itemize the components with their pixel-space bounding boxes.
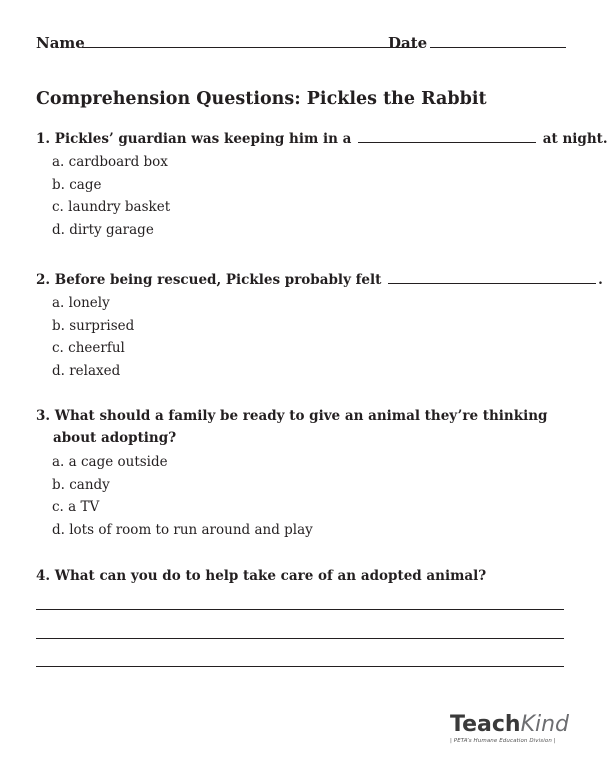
date-blank-line[interactable] bbox=[430, 47, 566, 48]
question-1-blank[interactable] bbox=[358, 142, 536, 143]
logo-kind-text: Kind bbox=[520, 712, 570, 737]
option-item: d. relaxed bbox=[52, 362, 121, 379]
question-3-line-2: about adopting? bbox=[53, 430, 177, 446]
question-3-line-1: 3. What should a family be ready to give an animal they’re thinking bbox=[36, 408, 548, 424]
answer-line[interactable] bbox=[36, 666, 564, 667]
question-2 bbox=[36, 272, 603, 288]
question-2-suffix: . bbox=[598, 272, 603, 288]
name-label: Name bbox=[36, 34, 85, 52]
option-item: b. cage bbox=[52, 176, 102, 193]
option-item: d. dirty garage bbox=[52, 221, 154, 238]
question-3-options bbox=[52, 451, 313, 541]
name-date-header bbox=[36, 34, 566, 54]
teachkind-logo bbox=[450, 713, 568, 749]
answer-line[interactable] bbox=[36, 609, 564, 610]
date-label: Date bbox=[388, 34, 428, 52]
question-2-prefix: 2. Before being rescued, Pickles probably felt bbox=[36, 272, 382, 288]
question-1-prefix: 1. Pickles’ guardian was keeping him in a bbox=[36, 131, 352, 147]
option-item: d. lots of room to run around and play bbox=[52, 521, 313, 538]
logo-teach-text: Teach bbox=[450, 712, 521, 737]
option-item: c. laundry basket bbox=[52, 199, 171, 216]
question-4: 4. What can you do to help take care of an adopted animal? bbox=[36, 568, 487, 584]
question-2-options bbox=[52, 292, 134, 382]
option-item: c. a TV bbox=[52, 499, 100, 516]
answer-line[interactable] bbox=[36, 638, 564, 639]
option-item: b. surprised bbox=[52, 317, 135, 334]
question-2-blank[interactable] bbox=[388, 283, 596, 284]
name-blank-line[interactable] bbox=[82, 47, 417, 48]
option-item: a. lonely bbox=[52, 295, 110, 311]
worksheet-title: Comprehension Questions: Pickles the Rabbit bbox=[36, 89, 487, 109]
option-item: a. a cage outside bbox=[52, 454, 168, 470]
option-item: a. cardboard box bbox=[52, 154, 168, 170]
option-item: b. candy bbox=[52, 476, 110, 493]
logo-tagline: | PETA’s Humane Education Division | bbox=[450, 738, 556, 744]
question-1-options bbox=[52, 151, 170, 241]
logo-wordmark bbox=[450, 713, 568, 737]
question-1-suffix: at night. bbox=[542, 131, 608, 147]
question-1 bbox=[36, 131, 608, 147]
option-item: c. cheerful bbox=[52, 340, 125, 357]
